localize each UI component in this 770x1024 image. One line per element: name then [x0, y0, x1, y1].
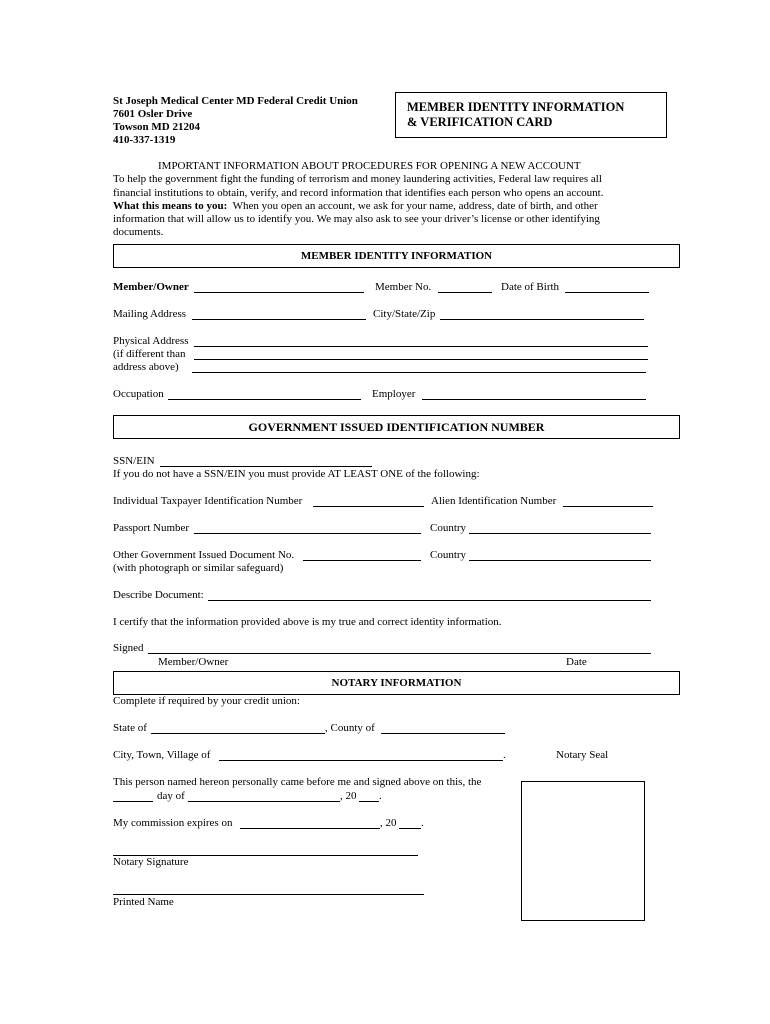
commission-field[interactable] [240, 828, 380, 829]
notary-seal-label: Notary Seal [556, 749, 609, 761]
form-title-line1: MEMBER IDENTITY INFORMATION [407, 100, 625, 114]
member-no-label: Member No. [375, 281, 432, 293]
org-address-line2: Towson MD 21204 [113, 121, 200, 133]
intro-line3-bold: What this means to you: [113, 200, 228, 212]
intro-line1: To help the government fight the funding of terrorism and money laundering activities, Federal law requires all [113, 173, 602, 185]
month-field[interactable] [188, 801, 340, 802]
org-address-line1: 7601 Osler Drive [113, 108, 193, 120]
ssn-ein-field[interactable] [160, 466, 372, 467]
commission-label: My commission expires on [113, 817, 233, 829]
passport-label: Passport Number [113, 522, 190, 534]
county-of-label: , County of [325, 722, 375, 734]
city-town-period: . [503, 749, 506, 761]
mailing-address-label: Mailing Address [113, 308, 187, 320]
day-field[interactable] [113, 801, 153, 802]
city-town-field[interactable] [219, 760, 503, 761]
physical-address-field-1[interactable] [194, 346, 648, 347]
date-caption: Date [566, 656, 587, 668]
comma-20-label: , 20 [340, 790, 357, 802]
notary-complete-if: Complete if required by your credit union: [113, 695, 300, 707]
intro-line5: documents. [113, 226, 164, 238]
signature-field[interactable] [148, 653, 651, 654]
occupation-label: Occupation [113, 388, 164, 400]
commission-comma-20: , 20 [380, 817, 397, 829]
address-above-label: address above) [113, 361, 179, 373]
alien-id-label: Alien Identification Number [431, 495, 557, 507]
city-state-zip-field[interactable] [440, 319, 644, 320]
city-town-label: City, Town, Village of [113, 749, 211, 761]
dob-label: Date of Birth [501, 281, 560, 293]
passport-field[interactable] [194, 533, 421, 534]
member-section-title: MEMBER IDENTITY INFORMATION [300, 250, 493, 262]
physical-address-field-2[interactable] [194, 359, 648, 360]
ssn-instruction: If you do not have a SSN/EIN you must provide AT LEAST ONE of the following: [113, 468, 480, 480]
notary-seal-box [521, 781, 645, 921]
state-of-label: State of [113, 722, 147, 734]
member-owner-label: Member/Owner [113, 281, 189, 293]
other-doc-country-label: Country [430, 549, 467, 561]
certify-text: I certify that the information provided above is my true and correct identity information. [113, 616, 502, 628]
notary-signature-label: Notary Signature [113, 856, 189, 868]
intro-line2: financial institutions to obtain, verify, and record information that identifies each person who opens an account. [113, 187, 604, 199]
employer-field[interactable] [422, 399, 646, 400]
physical-address-field-3[interactable] [192, 372, 646, 373]
member-owner-field[interactable] [194, 292, 364, 293]
other-doc-field[interactable] [303, 560, 421, 561]
physical-address-label: Physical Address [113, 335, 189, 347]
with-photo-label: (with photograph or similar safeguard) [113, 562, 284, 574]
signed-label: Signed [113, 642, 144, 654]
employer-label: Employer [372, 388, 416, 400]
org-name: St Joseph Medical Center MD Federal Credit Union [113, 95, 358, 107]
passport-country-field[interactable] [469, 533, 651, 534]
commission-year-field[interactable] [399, 828, 421, 829]
city-state-zip-label: City/State/Zip [373, 308, 436, 320]
form-title-line2: & VERIFICATION CARD [407, 115, 553, 129]
gov-id-section-header [113, 415, 680, 439]
notary-section-title: NOTARY INFORMATION [331, 677, 462, 689]
member-section-header [113, 244, 680, 268]
other-doc-country-field[interactable] [469, 560, 651, 561]
notary-section-header [113, 671, 680, 695]
intro-line3-rest: When you open an account, we ask for your name, address, date of birth, and other [227, 200, 598, 212]
member-owner-caption: Member/Owner [158, 656, 229, 668]
describe-document-label: Describe Document: [113, 589, 204, 601]
commission-period: . [421, 817, 424, 829]
member-no-field[interactable] [438, 292, 492, 293]
itin-field[interactable] [313, 506, 424, 507]
intro-heading: IMPORTANT INFORMATION ABOUT PROCEDURES FOR OPENING A NEW ACCOUNT [158, 160, 581, 172]
year-period: . [379, 790, 382, 802]
passport-country-label: Country [430, 522, 467, 534]
occupation-field[interactable] [168, 399, 361, 400]
intro-line4: information that will allow us to identify you. We may also ask to see your driver’s license or other identifying [113, 213, 600, 225]
mailing-address-field[interactable] [192, 319, 366, 320]
printed-name-label: Printed Name [113, 896, 174, 908]
printed-name-field[interactable] [113, 894, 424, 895]
gov-id-section-title: GOVERNMENT ISSUED IDENTIFICATION NUMBER [248, 420, 545, 434]
year-field[interactable] [359, 801, 379, 802]
alien-id-field[interactable] [563, 506, 653, 507]
intro-line3 [113, 200, 598, 213]
county-of-field[interactable] [381, 733, 505, 734]
if-different-label: (if different than [113, 348, 186, 360]
dob-field[interactable] [565, 292, 649, 293]
describe-document-field[interactable] [208, 600, 651, 601]
ssn-ein-label: SSN/EIN [113, 455, 155, 467]
person-named-text: This person named hereon personally came before me and signed above on this, the [113, 776, 482, 788]
state-of-field[interactable] [151, 733, 325, 734]
other-doc-label: Other Government Issued Document No. [113, 549, 295, 561]
itin-label: Individual Taxpayer Identification Number [113, 495, 303, 507]
form-title-box [395, 92, 667, 138]
org-phone: 410-337-1319 [113, 134, 176, 146]
day-of-label: day of [157, 790, 185, 802]
